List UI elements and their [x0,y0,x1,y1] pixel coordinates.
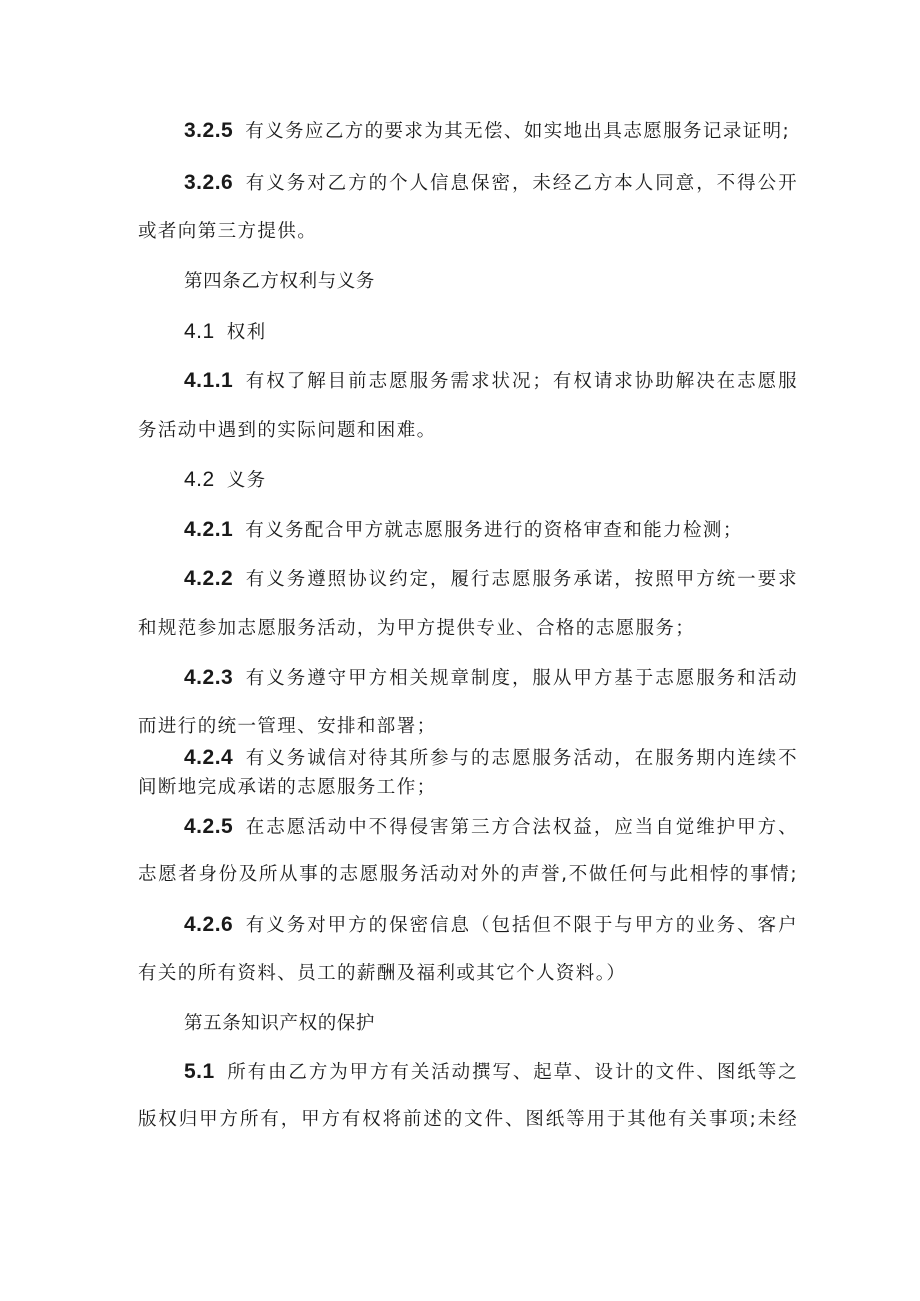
clause-text: 有义务应乙方的要求为其无偿、如实地出具志愿服务记录证明; [245,121,791,142]
clause-number: 4.2.3 [184,666,234,689]
clause-number: 3.2.6 [184,171,234,194]
clause-4-2-2 [184,566,798,593]
clause-4-2-6-continuation: 有关的所有资料、员工的薪酬及福利或其它个人资料。） [138,963,627,984]
clause-number: 4.2.2 [184,567,234,590]
clause-text: 有义务遵守甲方相关规章制度，服从甲方基于志愿服务和活动 [245,668,798,689]
clause-text: 权利 [226,322,267,343]
clause-text: 所有由乙方为甲方有关活动撰写、起草、设计的文件、图纸等之 [226,1062,798,1083]
clause-4-2-4 [184,745,798,772]
section-4-1 [184,319,798,346]
clause-3-2-5 [184,118,798,145]
clause-5-1 [184,1059,798,1086]
clause-text: 有义务对乙方的个人信息保密，未经乙方本人同意，不得公开 [245,173,798,194]
clause-text: 义务 [226,470,267,491]
article-5-heading: 第五条知识产权的保护 [184,1013,376,1034]
clause-3-2-6 [184,170,798,197]
clause-text: 有义务诚信对待其所参与的志愿服务活动，在服务期内连续不 [245,748,798,769]
clause-5-1-continuation: 版权归甲方所有，甲方有权将前述的文件、图纸等用于其他有关事项;未经 [138,1109,798,1130]
clause-text: 有义务对甲方的保密信息（包括但不限于与甲方的业务、客户 [245,915,798,936]
clause-4-2-5-continuation: 志愿者身份及所从事的志愿服务活动对外的声誉,不做任何与此相悖的事情; [138,864,798,885]
article-4-heading: 第四条乙方权利与义务 [184,271,376,292]
clause-number: 4.1 [184,320,215,343]
clause-3-2-6-continuation: 或者向第三方提供。 [138,221,318,242]
clause-text: 在志愿活动中不得侵害第三方合法权益，应当自觉维护甲方、 [245,817,798,838]
clause-4-1-1 [184,368,798,395]
clause-4-2-2-continuation: 和规范参加志愿服务活动，为甲方提供专业、合格的志愿服务； [138,618,696,639]
clause-4-2-3 [184,665,798,692]
clause-text: 有权了解目前志愿服务需求状况；有权请求协助解决在志愿服 [245,371,798,392]
clause-number: 5.1 [184,1060,215,1083]
clause-number: 4.1.1 [184,369,234,392]
clause-number: 4.2.5 [184,815,234,838]
clause-number: 4.2 [184,468,215,491]
clause-4-1-1-continuation: 务活动中遇到的实际问题和困难。 [138,420,437,441]
clause-4-2-3-continuation: 而进行的统一管理、安排和部署； [138,716,437,737]
clause-4-2-6 [184,912,798,939]
section-4-2 [184,467,798,494]
clause-4-2-4-continuation: 间断地完成承诺的志愿服务工作； [138,777,437,798]
clause-number: 4.2.4 [184,746,234,769]
clause-4-2-1 [184,517,798,544]
clause-number: 4.2.6 [184,913,234,936]
clause-text: 有义务配合甲方就志愿服务进行的资格审查和能力检测； [245,520,743,541]
clause-4-2-5 [184,814,798,841]
clause-number: 4.2.1 [184,518,234,541]
clause-text: 有义务遵照协议约定，履行志愿服务承诺，按照甲方统一要求 [245,569,798,590]
clause-number: 3.2.5 [184,119,234,142]
